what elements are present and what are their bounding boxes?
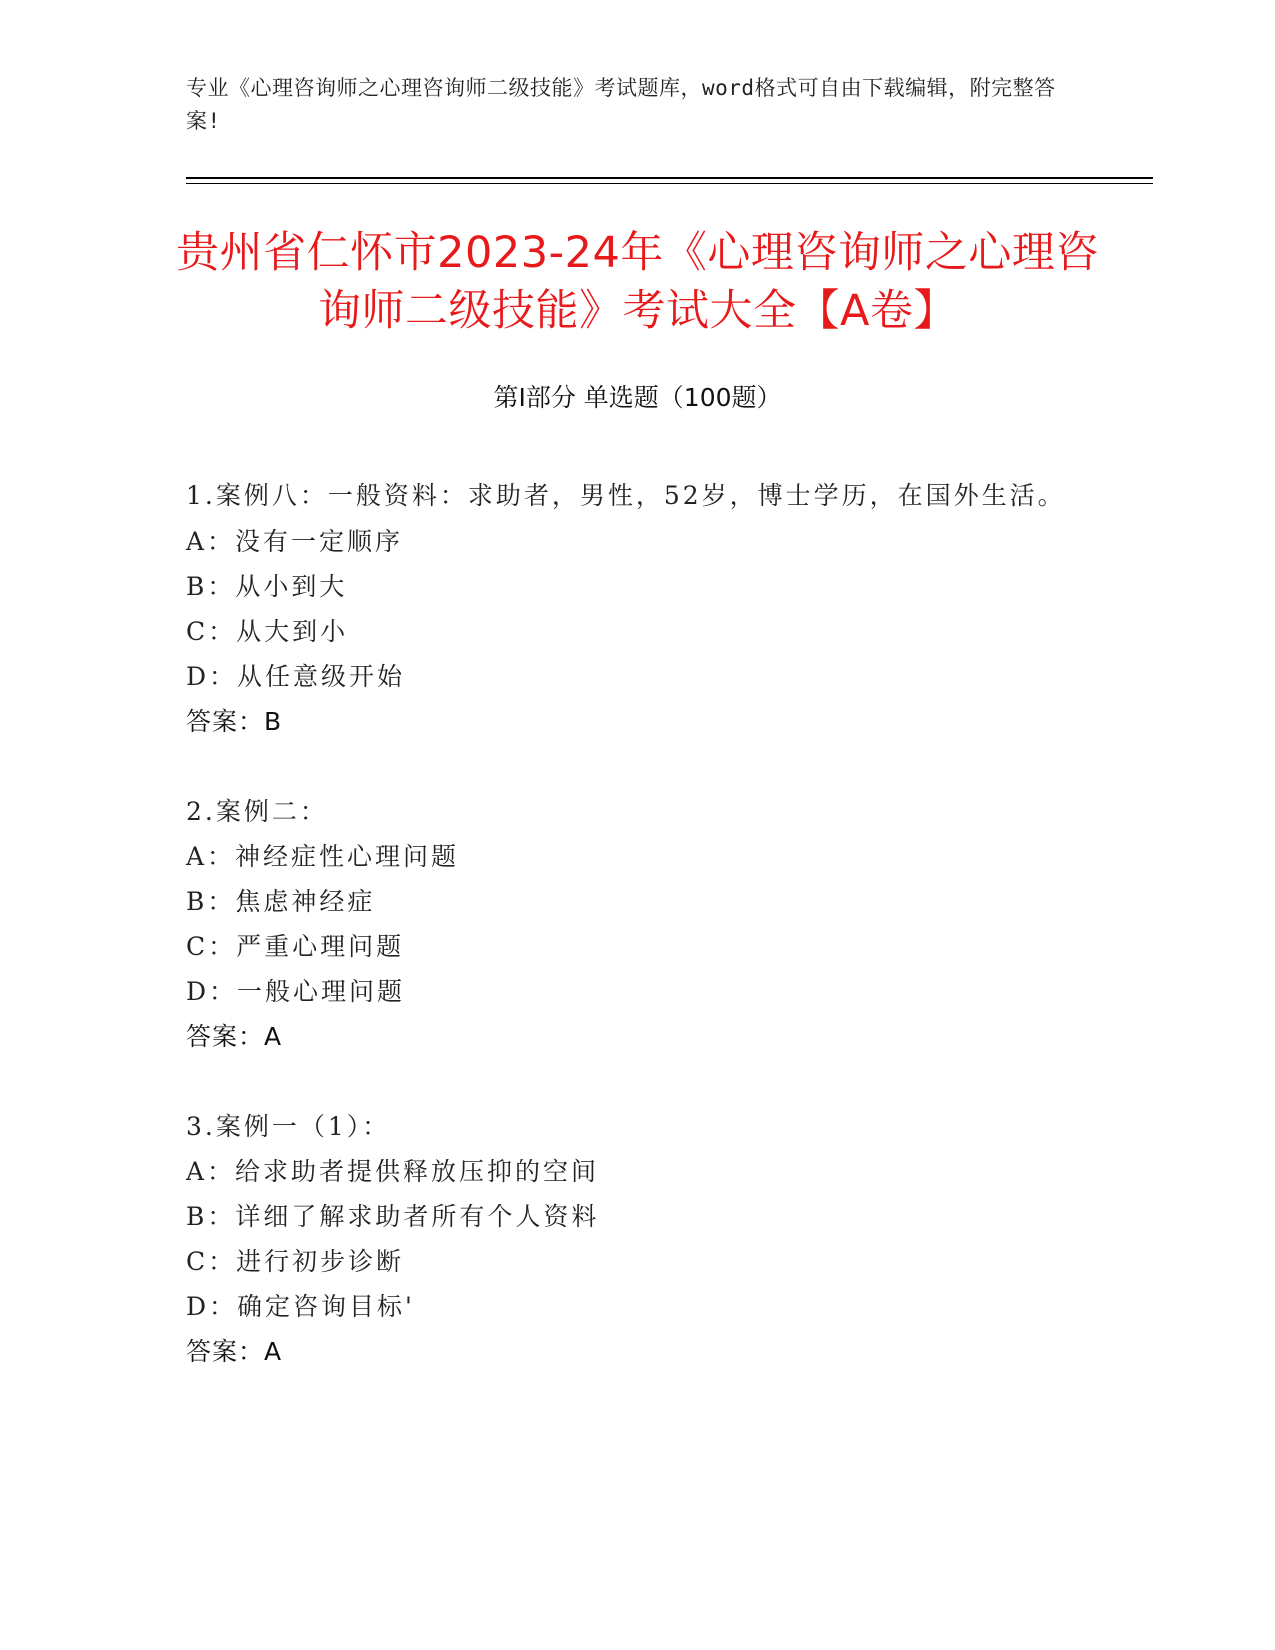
question-1 xyxy=(186,472,1066,745)
section-heading: 第I部分 单选题（100题） xyxy=(493,383,782,412)
option-a: A：神经症性心理问题 xyxy=(186,842,460,871)
option-a: A：没有一定顺序 xyxy=(186,527,404,556)
answer: 答案：A xyxy=(186,1337,283,1366)
option-d: D：从任意级开始 xyxy=(186,662,406,691)
option-c: C：进行初步诊断 xyxy=(186,1247,405,1276)
question-3 xyxy=(186,1105,1066,1375)
document-title: 贵州省仁怀市2023-24年《心理咨询师之心理咨询师二级技能》考试大全【A卷】 xyxy=(176,228,1099,336)
option-b: B：详细了解求助者所有个人资料 xyxy=(186,1202,600,1231)
option-c: C：从大到小 xyxy=(186,617,349,646)
header-divider xyxy=(186,177,1153,179)
option-a: A：给求助者提供释放压抑的空间 xyxy=(186,1157,600,1186)
answer: 答案：A xyxy=(186,1022,283,1051)
option-c: C：严重心理问题 xyxy=(186,932,405,961)
option-b: B：焦虑神经症 xyxy=(186,887,376,916)
option-d: D：一般心理问题 xyxy=(186,977,406,1006)
option-d: D：确定咨询目标' xyxy=(186,1292,415,1321)
question-list xyxy=(186,472,1066,1375)
question-2 xyxy=(186,790,1066,1060)
answer: 答案：B xyxy=(186,707,283,736)
header-note: 专业《心理咨询师之心理咨询师二级技能》考试题库，word格式可自由下载编辑，附完整答案! xyxy=(186,76,1056,133)
question-stem: 2.案例二： xyxy=(186,797,328,826)
option-b: B：从小到大 xyxy=(186,572,348,601)
header-divider-thin xyxy=(186,183,1153,184)
question-stem: 3.案例一（1）： xyxy=(186,1112,391,1141)
question-stem: 1.案例八：一般资料：求助者，男性，52岁，博士学历，在国外生活。 xyxy=(186,481,1066,510)
